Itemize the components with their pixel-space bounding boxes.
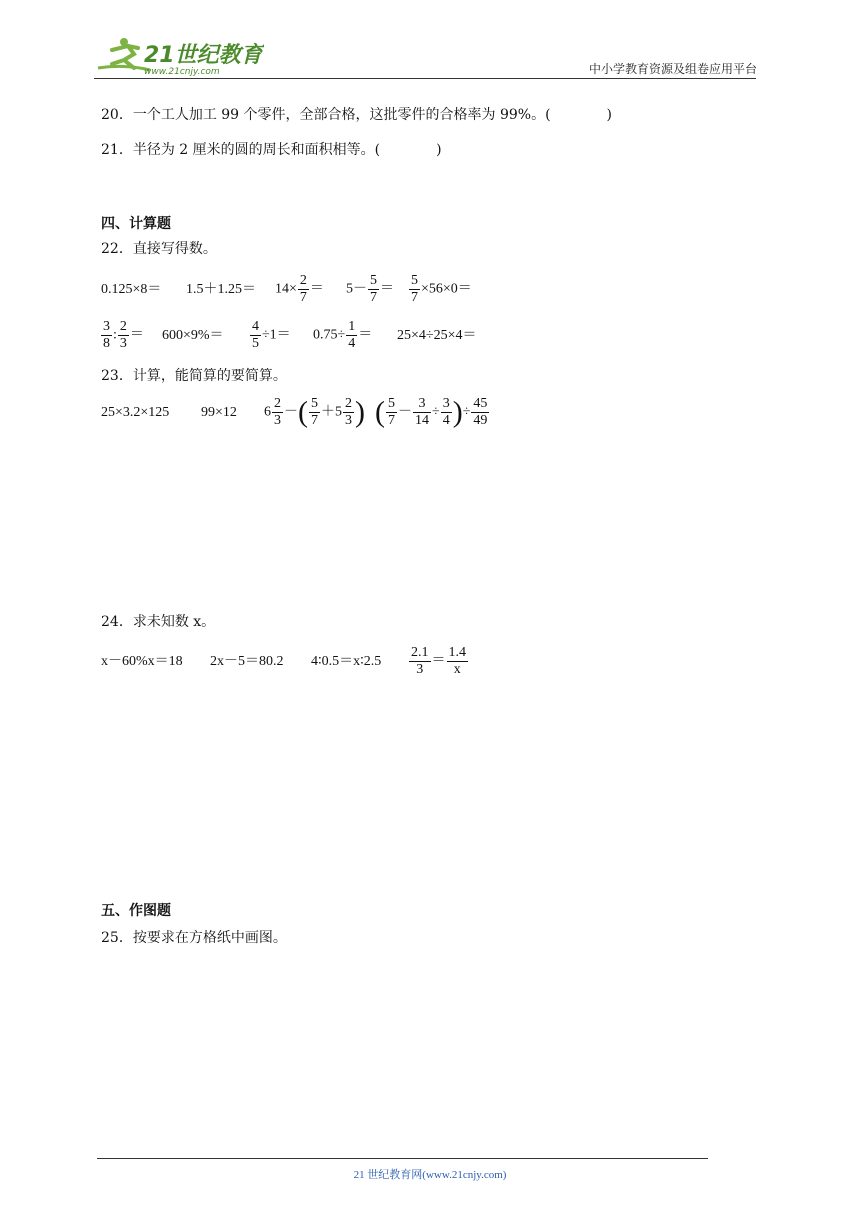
question-23: 23．计算，能简算的要简算。 xyxy=(101,368,287,384)
equation-2: 2x－5＝80.2 xyxy=(210,654,284,669)
question-22: 22．直接写得数。 xyxy=(101,241,217,257)
svg-text:www.21cnjy.com: www.21cnjy.com xyxy=(144,67,220,77)
mental-math-10: 25×4÷25×4＝ xyxy=(397,328,477,343)
mental-math-8: $\frac{4}{5}$ ÷1＝ xyxy=(252,319,291,351)
svg-text:21世纪教育: 21世纪教育 xyxy=(144,43,263,68)
question-24: 24．求未知数 x。 xyxy=(101,614,216,630)
section-5-title: 五、作图题 xyxy=(101,903,171,919)
logo-runner-icon xyxy=(94,34,264,78)
question-20: 20．一个工人加工 99 个零件，全部合格，这批零件的合格率为 99%。( ) xyxy=(101,107,613,123)
mental-math-1: 0.125×8＝ xyxy=(101,282,162,297)
calc-4: ( $\frac{5}{7}$ － $\frac{3}{14}$ ÷ $\frac{3}{4}$ )÷ $\frac{45}{49}$ xyxy=(375,395,488,429)
question-25: 25．按要求在方格纸中画图。 xyxy=(101,930,287,946)
mental-math-2: 1.5＋1.25＝ xyxy=(186,282,256,297)
footer-divider xyxy=(97,1158,708,1159)
equation-1: x－60%x＝18 xyxy=(101,654,183,669)
logo xyxy=(94,34,264,78)
footer-source: 21 世纪教育网(www.21cnjy.com) xyxy=(353,1169,507,1181)
mental-math-3: 14× $\frac{2}{7}$ ＝ xyxy=(275,273,324,305)
header-divider xyxy=(94,78,756,79)
mental-math-5: $\frac{5}{7}$ ×56×0＝ xyxy=(411,273,472,305)
mental-math-9: 0.75÷ $\frac{1}{4}$ ＝ xyxy=(313,319,373,351)
calc-2: 99×12 xyxy=(201,405,237,420)
mental-math-7: 600×9%＝ xyxy=(162,328,224,343)
platform-name: 中小学教育资源及组卷应用平台 xyxy=(588,62,757,76)
calc-3: 6 $\frac{2}{3}$ －( $\frac{5}{7}$ ＋5 $\frac{2}{3}$ ) xyxy=(264,395,365,429)
mental-math-4: 5－ $\frac{5}{7}$ ＝ xyxy=(346,273,394,305)
question-21: 21．半径为 2 厘米的圆的周长和面积相等。( ) xyxy=(101,142,442,158)
mental-math-6: $\frac{3}{8}$ : $\frac{2}{3}$ ＝ xyxy=(103,319,144,351)
equation-3: 4∶0.5＝x∶2.5 xyxy=(311,654,382,669)
section-4-title: 四、计算题 xyxy=(101,216,171,232)
calc-1: 25×3.2×125 xyxy=(101,405,170,420)
equation-4: $\frac{2.1}{3}$ ＝ $\frac{1.4}{x}$ xyxy=(411,645,466,677)
